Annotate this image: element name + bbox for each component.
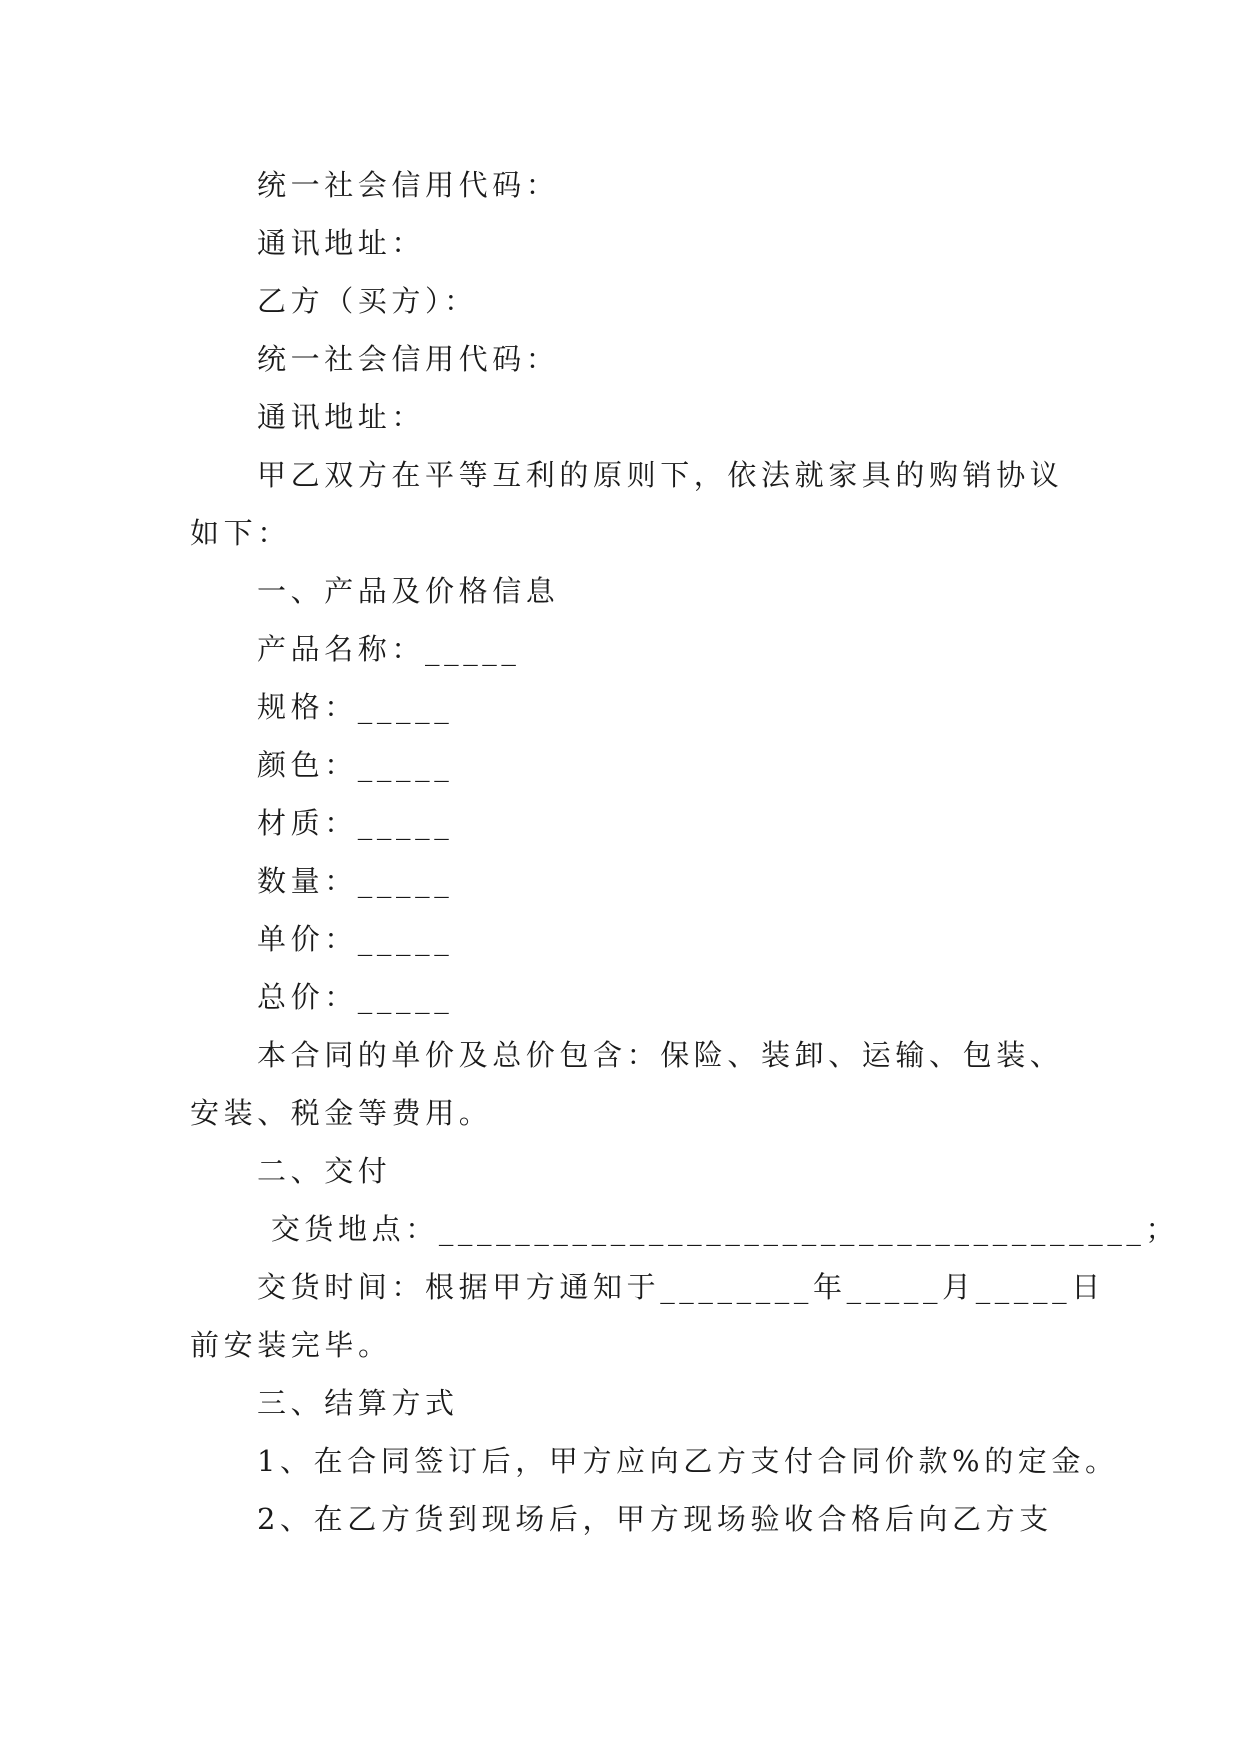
preamble-paragraph-line-1: 甲乙双方在平等互利的原则下，依法就家具的购销协议 [257, 458, 1064, 492]
price-inclusion-paragraph-line-2: 安装、税金等费用。 [190, 1096, 493, 1130]
price-inclusion-paragraph-line-1: 本合同的单价及总价包含：保险、装卸、运输、包装、 [257, 1038, 1064, 1072]
party-b-credit-code-label: 统一社会信用代码： [257, 342, 560, 376]
settlement-clause-2: 2、在乙方货到现场后，甲方现场验收合格后向乙方支 [257, 1502, 1053, 1536]
field-delivery-time-line-1: 交货时间：根据甲方通知于________年_____月_____日 [257, 1270, 1105, 1304]
field-total-price: 总价：_____ [257, 980, 454, 1014]
section-heading-settlement: 三、结算方式 [257, 1386, 459, 1420]
field-delivery-time-line-2: 前安装完毕。 [190, 1328, 392, 1362]
party-b-heading: 乙方（买方）： [257, 284, 478, 318]
party-a-address-label: 通讯地址： [257, 226, 426, 260]
field-specification: 规格：_____ [257, 690, 454, 724]
field-delivery-location: 交货地点：_____________________________________； [257, 1212, 1180, 1246]
field-quantity: 数量：_____ [257, 864, 454, 898]
section-heading-product-price: 一、产品及价格信息 [257, 574, 560, 608]
settlement-clause-1: 1、在合同签订后，甲方应向乙方支付合同价款%的定金。 [257, 1444, 1119, 1478]
party-a-credit-code-label: 统一社会信用代码： [257, 168, 560, 202]
party-b-address-label: 通讯地址： [257, 400, 426, 434]
field-material: 材质：_____ [257, 806, 454, 840]
preamble-paragraph-line-2: 如下： [190, 516, 291, 550]
field-product-name: 产品名称：_____ [257, 632, 521, 666]
field-color: 颜色：_____ [257, 748, 454, 782]
field-unit-price: 单价：_____ [257, 922, 454, 956]
section-heading-delivery: 二、交付 [257, 1154, 392, 1188]
